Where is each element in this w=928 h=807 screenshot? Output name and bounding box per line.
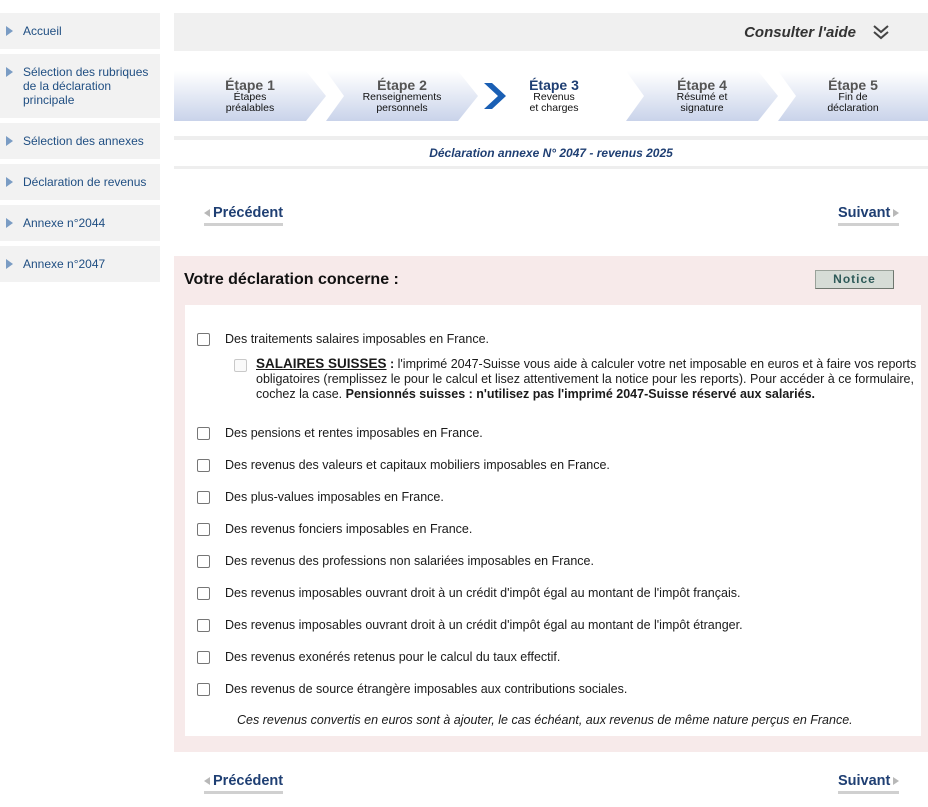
checkbox[interactable] (197, 683, 210, 696)
previous-link-top[interactable] (204, 205, 283, 226)
next-label: Suivant (838, 205, 891, 221)
help-link[interactable]: Consulter l'aide (744, 23, 856, 41)
sidebar-item-accueil[interactable] (0, 13, 160, 49)
option-label: Des revenus imposables ouvrant droit à un crédit d'impôt égal au montant de l'impôt étranger. (225, 618, 743, 632)
checkbox[interactable] (197, 333, 210, 346)
triangle-left-icon (204, 209, 210, 217)
previous-link-bottom[interactable] (204, 773, 283, 794)
option-label: Des revenus fonciers imposables en France. (225, 522, 473, 536)
option-label: Des revenus exonérés retenus pour le calcul du taux effectif. (225, 650, 561, 664)
step-subtitle: signature (680, 102, 724, 114)
option-non-salariees (197, 554, 594, 568)
triangle-right-icon (6, 26, 13, 36)
option-label: Des revenus des professions non salariées imposables en France. (225, 554, 594, 568)
step-subtitle: et charges (529, 102, 579, 114)
option-pensions-rentes (197, 426, 483, 440)
triangle-right-icon (893, 209, 899, 217)
previous-label: Précédent (213, 205, 284, 221)
step-title: Étape 3 (529, 77, 579, 93)
option-label: Des pensions et rentes imposables en France. (225, 426, 483, 440)
panel-heading: Votre déclaration concerne : (184, 271, 399, 288)
checkbox[interactable] (197, 491, 210, 504)
option-taux-effectif (197, 650, 560, 664)
sidebar-item-declaration-revenus[interactable] (0, 164, 160, 200)
triangle-right-icon (6, 136, 13, 146)
step-subtitle: Revenus (533, 91, 575, 103)
checkbox[interactable] (197, 523, 210, 536)
sidebar-item-selection-annexes[interactable] (0, 123, 160, 159)
sidebar-item-annexe-2047[interactable] (0, 246, 160, 282)
option-label: Des revenus de source étrangère imposables aux contributions sociales. (225, 682, 628, 696)
checkbox[interactable] (197, 459, 210, 472)
suisse-text: l'imprimé 2047-Suisse vous aide à calculer votre net imposable en euros et à faire vos reports obligatoires (remplissez le pour le calcul et lisez attentivement la notice pour les reports). Pour accéder à ce formulaire, cochez la case. (256, 357, 917, 401)
previous-label: Précédent (213, 773, 284, 789)
sidebar (0, 13, 160, 287)
option-valeurs-capitaux (197, 458, 610, 472)
triangle-right-icon (6, 177, 13, 187)
checkbox[interactable] (197, 587, 210, 600)
sidebar-item-label: Accueil (23, 24, 62, 38)
step-3 (478, 71, 630, 121)
sidebar-item-label: Déclaration de revenus (23, 175, 147, 189)
income-selection-panel (174, 256, 928, 752)
step-title: Étape 5 (828, 77, 878, 93)
option-label: Des traitements salaires imposables en France. (225, 332, 490, 346)
checkbox[interactable] (197, 427, 210, 440)
step-subtitle: Renseignements (362, 91, 442, 103)
triangle-right-icon (6, 218, 13, 228)
step-1 (174, 71, 326, 121)
option-credit-impot-francais (197, 586, 740, 600)
help-bar (174, 13, 928, 51)
sidebar-item-label: Annexe n°2047 (23, 257, 106, 271)
divider (174, 166, 928, 169)
triangle-right-icon (6, 67, 13, 77)
checkbox-disabled[interactable] (234, 359, 247, 372)
option-label: Des revenus des valeurs et capitaux mobiliers imposables en France. (225, 458, 610, 472)
sidebar-item-label: Sélection des rubriques de la déclaration principale (23, 65, 149, 107)
step-2 (326, 71, 478, 121)
option-label: Des plus-values imposables en France. (225, 490, 444, 504)
option-plus-values (197, 490, 444, 504)
triangle-left-icon (204, 777, 210, 785)
option-credit-impot-etranger (197, 618, 743, 632)
step-progress (174, 71, 928, 123)
checkbox[interactable] (197, 555, 210, 568)
step-subtitle: Étapes (233, 91, 267, 103)
suisse-warning: Pensionnés suisses : n'utilisez pas l'imprimé 2047-Suisse réservé aux salariés. (345, 387, 816, 401)
option-traitements-salaires (197, 332, 489, 346)
footnote: Ces revenus convertis en euros sont à ajouter, le cas échéant, aux revenus de même nature perçus en France. (237, 713, 853, 727)
step-title: Étape 2 (377, 77, 427, 93)
sidebar-item-selection-rubriques[interactable] (0, 54, 160, 118)
option-label: Des revenus imposables ouvrant droit à un crédit d'impôt égal au montant de l'impôt français. (225, 586, 741, 600)
option-salaires-suisses (234, 356, 918, 402)
option-contributions-sociales (197, 682, 627, 696)
declaration-title: Déclaration annexe N° 2047 - revenus 2025 (429, 146, 673, 160)
step-subtitle: déclaration (827, 102, 879, 114)
step-title: Étape 4 (677, 77, 727, 93)
next-link-bottom[interactable] (838, 773, 899, 794)
double-chevron-down-icon[interactable] (872, 23, 890, 41)
sidebar-item-annexe-2044[interactable] (0, 205, 160, 241)
step-subtitle: personnels (376, 102, 428, 114)
checkbox[interactable] (197, 651, 210, 664)
option-revenus-fonciers (197, 522, 472, 536)
step-title: Étape 1 (225, 77, 275, 93)
suisse-separator: : (386, 357, 395, 371)
triangle-right-icon (6, 259, 13, 269)
step-subtitle: Résumé et (676, 91, 728, 103)
sidebar-item-label: Annexe n°2044 (23, 216, 106, 230)
step-4 (626, 71, 778, 121)
suisse-description (256, 356, 918, 402)
checkbox[interactable] (197, 619, 210, 632)
step-5 (778, 71, 928, 121)
divider (174, 136, 928, 140)
step-subtitle: préalables (225, 102, 275, 114)
step-subtitle: Fin de (838, 91, 868, 103)
next-link-top[interactable] (838, 205, 899, 226)
options-box (185, 305, 921, 736)
triangle-right-icon (893, 777, 899, 785)
sidebar-item-label: Sélection des annexes (23, 134, 144, 148)
notice-button[interactable]: Notice (815, 270, 894, 289)
suisse-title: SALAIRES SUISSES (256, 356, 387, 371)
next-label: Suivant (838, 773, 891, 789)
